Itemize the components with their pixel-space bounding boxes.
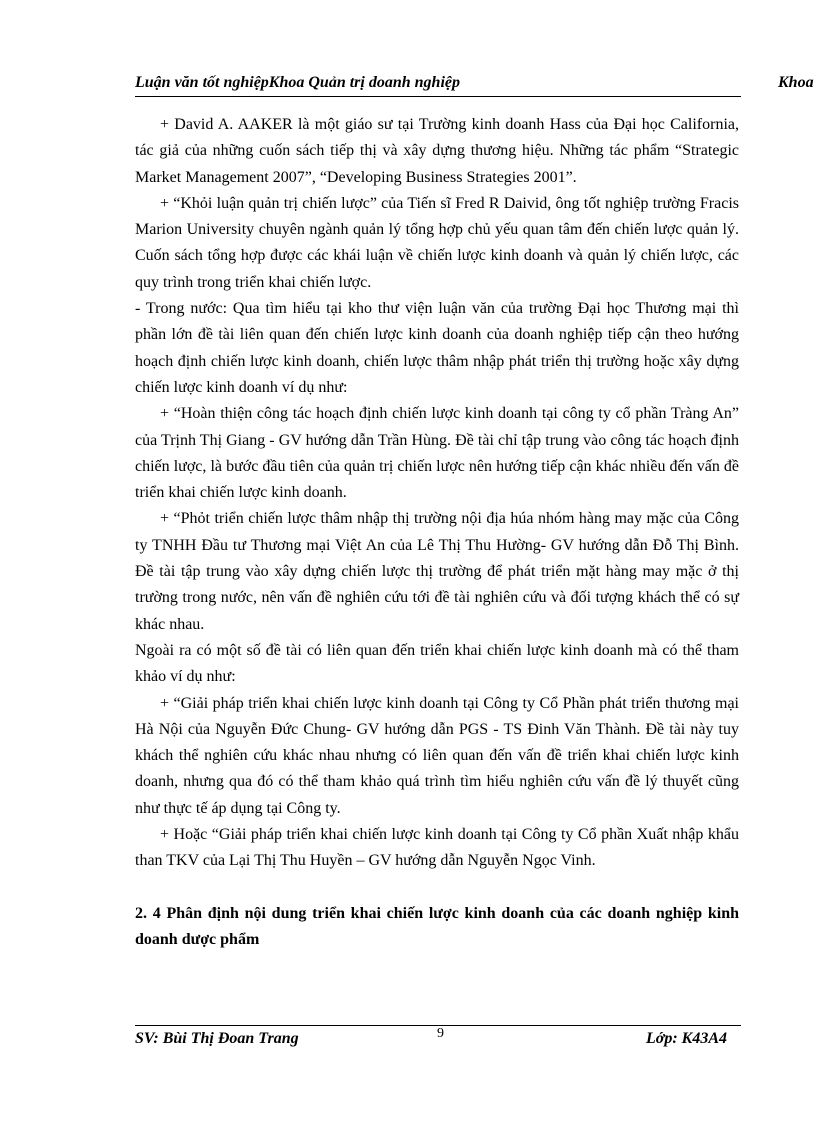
paragraph-aaker: + David A. AAKER là một giáo sư tại Trường kinh doanh Hass của Đại học California, tác giả của những cuốn sách tiếp thị và xây dựng thương hiệu. Những tác phẩm “Strategic Market Management 2007”, “Developing Business Strategies 2001”. (135, 116, 739, 186)
page-footer (135, 1028, 741, 1052)
page-header (135, 72, 816, 96)
footer-student: SV: Bùi Thị Đoan Trang (135, 1030, 299, 1047)
paragraph-david: + “Khỏi luận quản trị chiến lược” của Tiến sĩ Fred R Daivid, ông tốt nghiệp trường Fracis Marion University chuyên ngành quản lý tổng hợp chủ yếu quan tâm đến chiến lược quản lý. Cuốn sách tổng hợp được các khái luận về chiến lược kinh doanh và quản lý chiến lược, các quy trình trong triển khai chiến lược. (135, 194, 739, 291)
paragraph-ha-noi: + “Giải pháp triển khai chiến lược kinh doanh tại Công ty Cổ Phần phát triển thương mại Hà Nội của Nguyễn Đức Chung- GV hướng dẫn PGS - TS Đinh Văn Thành. Đề tài này tuy khách thể nghiên cứu khác nhau nhưng có liên quan đến vấn đề triển khai chiến lược kinh doanh, nhưng qua đó có thể tham khảo quá trình tìm hiểu nghiên cứu vấn đề lý thuyết cũng như thực tế áp dụng tại Công ty. (135, 694, 739, 817)
paragraph-domestic: - Trong nước: Qua tìm hiểu tại kho thư viện luận văn của trường Đại học Thương mại thì phần lớn đề tài liên quan đến chiến lược kinh doanh của doanh nghiệp tiếp cận theo hướng hoạch định chiến lược kinh doanh, chiến lược thâm nhập phát triển thị trường hoặc xây dựng chiến lược kinh doanh ví dụ như: (135, 300, 739, 396)
footer-class: Lớp: K43A4 (645, 1030, 727, 1047)
header-rule (135, 96, 741, 97)
document-body (135, 112, 739, 953)
section-heading: 2. 4 Phân định nội dung triển khai chiến lược kinh doanh của các doanh nghiệp kinh doanh dược phẩm (135, 904, 739, 948)
paragraph-tkv: + Hoặc “Giải pháp triển khai chiến lược kinh doanh tại Công ty Cổ phần Xuất nhập khẩu than TKV của Lại Thị Thu Huyền – GV hướng dẫn Nguyễn Ngọc Vinh. (135, 826, 739, 870)
paragraph-trang-an: + “Hoàn thiện công tác hoạch định chiến lược kinh doanh tại công ty cổ phần Tràng An” của Trịnh Thị Giang - GV hướng dẫn Trần Hùng. Đề tài chỉ tập trung vào công tác hoạch định chiến lược, là bước đầu tiên của quản trị chiến lược nên hướng tiếp cận khác nhiều đến vấn đề triển khai chiến lược kinh doanh. (135, 405, 739, 502)
page-number: 9 (437, 1026, 444, 1041)
header-faculty: Khoa (778, 74, 814, 91)
paragraph-other-topics: Ngoài ra có một số đề tài có liên quan đến triển khai chiến lược kinh doanh mà có thể tham khảo ví dụ như: (135, 641, 739, 686)
header-title: Luận văn tốt nghiệpKhoa Quản trị doanh nghiệp (135, 74, 460, 91)
paragraph-viet-an: + “Phỏt triển chiến lược thâm nhập thị trường nội địa húa nhóm hàng may mặc của Công ty TNHH Đầu tư Thương mại Việt An của Lê Thị Thu Hường- GV hướng dẫn Đỗ Thị Bình. Đề tài tập trung vào xây dựng chiến lược thị trường để phát triển mặt hàng may mặc ở thị trường trong nước, nên vấn đề nghiên cứu tới đề tài nghiên cứu và đối tượng khách thể có sự khác nhau. (135, 510, 739, 633)
